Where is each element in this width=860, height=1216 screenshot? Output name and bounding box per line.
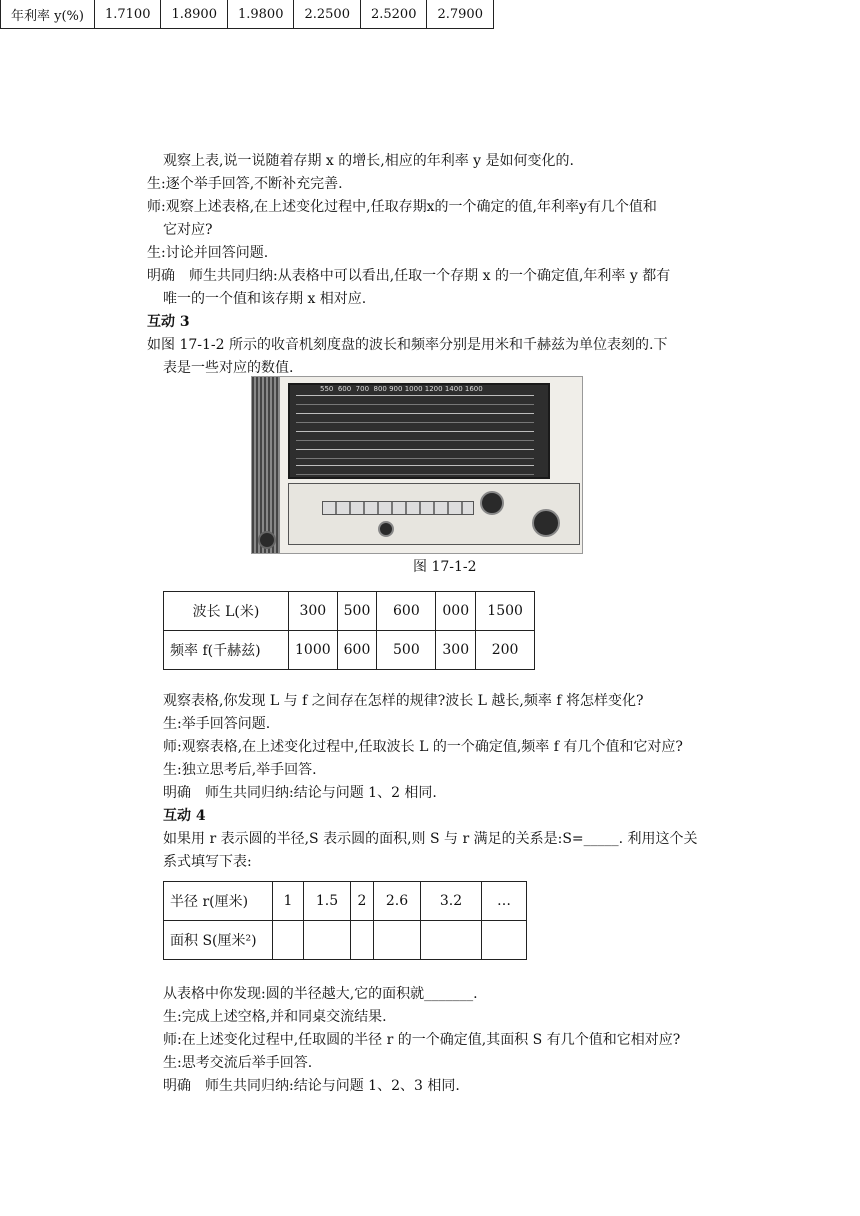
table-row bbox=[164, 921, 527, 960]
table-cell: 300 bbox=[436, 631, 476, 670]
table-cell: 1.9800 bbox=[227, 0, 294, 29]
table-cell: 1500 bbox=[476, 592, 535, 631]
table-cell: 3.2 bbox=[421, 882, 482, 921]
paragraph: 生:举手回答问题. bbox=[163, 716, 271, 732]
section-heading: 互动 4 bbox=[163, 808, 206, 824]
paragraph: 生:讨论并回答问题. bbox=[147, 245, 269, 261]
wavelength-frequency-table bbox=[163, 591, 535, 670]
paragraph: 明确 师生共同归纳:结论与问题 1、2 相同. bbox=[163, 785, 437, 801]
table-cell: 600 bbox=[337, 631, 377, 670]
paragraph: 师:观察表格,在上述变化过程中,任取波长 L 的一个确定值,频率 f 有几个值和它对应? bbox=[163, 739, 683, 755]
table-cell: 500 bbox=[337, 592, 377, 631]
table-cell: 2.2500 bbox=[294, 0, 361, 29]
table-cell: 1.7100 bbox=[94, 0, 161, 29]
knob-icon bbox=[480, 491, 504, 515]
paragraph: 如图 17-1-2 所示的收音机刻度盘的波长和频率分别是用米和千赫兹为单位表刻的.下 bbox=[147, 337, 668, 353]
table-cell: … bbox=[482, 882, 527, 921]
table-cell-label: 频率 f(千赫兹) bbox=[164, 631, 289, 670]
paragraph: 唯一的一个值和该存期 x 相对应. bbox=[163, 291, 367, 307]
table-cell: 1 bbox=[273, 882, 304, 921]
table-cell: 000 bbox=[436, 592, 476, 631]
table-cell: 1.8900 bbox=[161, 0, 228, 29]
radio-dial-photo bbox=[251, 376, 583, 554]
table-cell: 2 bbox=[351, 882, 374, 921]
table-row bbox=[164, 631, 535, 670]
paragraph: 从表格中你发现:圆的半径越大,它的面积就_______. bbox=[163, 986, 478, 1002]
table-cell: 300 bbox=[289, 592, 338, 631]
paragraph: 观察上表,说一说随着存期 x 的增长,相应的年利率 y 是如何变化的. bbox=[163, 153, 574, 169]
table-cell: 2.5200 bbox=[360, 0, 427, 29]
table-cell: 2.7900 bbox=[427, 0, 494, 29]
table-cell-label: 波长 L(米) bbox=[164, 592, 289, 631]
paragraph: 师:在上述变化过程中,任取圆的半径 r 的一个确定值,其面积 S 有几个值和它相对应? bbox=[163, 1032, 681, 1048]
table-cell: 500 bbox=[377, 631, 436, 670]
paragraph: 观察表格,你发现 L 与 f 之间存在怎样的规律?波长 L 越长,频率 f 将怎样变化? bbox=[163, 693, 644, 709]
table-cell-empty[interactable] bbox=[482, 921, 527, 960]
paragraph: 生:思考交流后举手回答. bbox=[163, 1055, 313, 1071]
interest-rate-table bbox=[0, 0, 494, 29]
table-cell-empty[interactable] bbox=[273, 921, 304, 960]
speaker-grille bbox=[252, 377, 280, 553]
table-cell-empty[interactable] bbox=[374, 921, 421, 960]
table-cell: 200 bbox=[476, 631, 535, 670]
knob-icon bbox=[378, 521, 394, 537]
knob-icon bbox=[258, 531, 276, 549]
table-row bbox=[164, 882, 527, 921]
paragraph: 它对应? bbox=[163, 222, 213, 238]
table-cell: 2.6 bbox=[374, 882, 421, 921]
table-cell-empty[interactable] bbox=[421, 921, 482, 960]
paragraph: 明确 师生共同归纳:从表格中可以看出,任取一个存期 x 的一个确定值,年利率 y 都有 bbox=[147, 268, 671, 284]
paragraph: 表是一些对应的数值. bbox=[163, 360, 294, 376]
dial-scale: 550 600 700 800 900 1000 1200 1400 1600 bbox=[320, 385, 483, 393]
table-row bbox=[1, 0, 494, 29]
table-cell: 1000 bbox=[289, 631, 338, 670]
section-heading: 互动 3 bbox=[147, 314, 190, 330]
paragraph: 生:独立思考后,举手回答. bbox=[163, 762, 317, 778]
radius-area-table bbox=[163, 881, 527, 960]
paragraph: 生:完成上述空格,并和同桌交流结果. bbox=[163, 1009, 387, 1025]
table-cell: 1.5 bbox=[304, 882, 351, 921]
paragraph: 生:逐个举手回答,不断补充完善. bbox=[147, 176, 343, 192]
table-cell-label: 面积 S(厘米²) bbox=[164, 921, 273, 960]
paragraph: 系式填写下表: bbox=[163, 854, 252, 870]
paragraph: 明确 师生共同归纳:结论与问题 1、2、3 相同. bbox=[163, 1078, 460, 1094]
paragraph: 如果用 r 表示圆的半径,S 表示圆的面积,则 S 与 r 满足的关系是:S=_____. 利用这个关 bbox=[163, 831, 698, 847]
paragraph: 师:观察上述表格,在上述变化过程中,任取存期x的一个确定的值,年利率y有几个值和 bbox=[147, 199, 657, 215]
table-row bbox=[164, 592, 535, 631]
tuning-dial bbox=[288, 383, 550, 479]
table-cell-label: 半径 r(厘米) bbox=[164, 882, 273, 921]
table-cell-label: 年利率 y(%) bbox=[1, 0, 95, 29]
knob-icon bbox=[532, 509, 560, 537]
radio-keys bbox=[322, 501, 474, 515]
table-cell: 600 bbox=[377, 592, 436, 631]
table-cell-empty[interactable] bbox=[351, 921, 374, 960]
table-cell-empty[interactable] bbox=[304, 921, 351, 960]
figure-caption: 图 17-1-2 bbox=[413, 559, 477, 575]
